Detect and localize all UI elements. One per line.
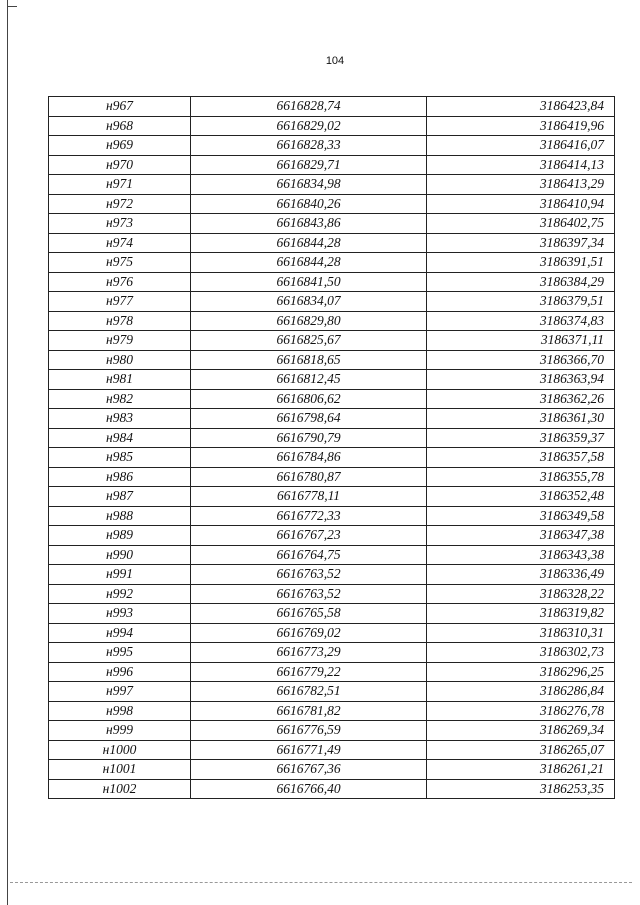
x-coordinate-cell: 6616806,62 — [191, 389, 427, 409]
table-row — [49, 175, 615, 195]
y-coordinate-cell: 3186349,58 — [427, 506, 615, 526]
table-row — [49, 389, 615, 409]
x-coordinate-cell: 6616825,67 — [191, 331, 427, 351]
x-coordinate-cell: 6616828,74 — [191, 97, 427, 117]
table-row — [49, 214, 615, 234]
y-coordinate-cell: 3186363,94 — [427, 370, 615, 390]
table-row — [49, 116, 615, 136]
scan-corner-mark — [7, 6, 17, 7]
table-row — [49, 409, 615, 429]
scan-left-edge — [7, 0, 8, 905]
page-number: 104 — [325, 55, 345, 67]
point-id-cell: н974 — [49, 233, 191, 253]
point-id-cell: н979 — [49, 331, 191, 351]
y-coordinate-cell: 3186391,51 — [427, 253, 615, 273]
point-id-cell: н994 — [49, 623, 191, 643]
y-coordinate-cell: 3186310,31 — [427, 623, 615, 643]
x-coordinate-cell: 6616763,52 — [191, 584, 427, 604]
point-id-cell: н989 — [49, 526, 191, 546]
table-row — [49, 623, 615, 643]
table-row — [49, 487, 615, 507]
table-row — [49, 760, 615, 780]
point-id-cell: н983 — [49, 409, 191, 429]
point-id-cell: н986 — [49, 467, 191, 487]
table-row — [49, 253, 615, 273]
y-coordinate-cell: 3186419,96 — [427, 116, 615, 136]
y-coordinate-cell: 3186384,29 — [427, 272, 615, 292]
table-row — [49, 467, 615, 487]
table-row — [49, 428, 615, 448]
x-coordinate-cell: 6616790,79 — [191, 428, 427, 448]
y-coordinate-cell: 3186355,78 — [427, 467, 615, 487]
table-row — [49, 448, 615, 468]
y-coordinate-cell: 3186336,49 — [427, 565, 615, 585]
scan-bottom-edge — [10, 882, 632, 883]
x-coordinate-cell: 6616798,64 — [191, 409, 427, 429]
table-row — [49, 526, 615, 546]
y-coordinate-cell: 3186302,73 — [427, 643, 615, 663]
x-coordinate-cell: 6616828,33 — [191, 136, 427, 156]
y-coordinate-cell: 3186410,94 — [427, 194, 615, 214]
y-coordinate-cell: 3186416,07 — [427, 136, 615, 156]
y-coordinate-cell: 3186361,30 — [427, 409, 615, 429]
table-row — [49, 194, 615, 214]
coordinates-table-body — [49, 97, 615, 799]
table-row — [49, 506, 615, 526]
point-id-cell: н972 — [49, 194, 191, 214]
y-coordinate-cell: 3186296,25 — [427, 662, 615, 682]
point-id-cell: н975 — [49, 253, 191, 273]
point-id-cell: н984 — [49, 428, 191, 448]
point-id-cell: н988 — [49, 506, 191, 526]
x-coordinate-cell: 6616776,59 — [191, 721, 427, 741]
y-coordinate-cell: 3186357,58 — [427, 448, 615, 468]
table-row — [49, 370, 615, 390]
x-coordinate-cell: 6616767,36 — [191, 760, 427, 780]
table-row — [49, 97, 615, 117]
table-row — [49, 292, 615, 312]
x-coordinate-cell: 6616829,80 — [191, 311, 427, 331]
y-coordinate-cell: 3186413,29 — [427, 175, 615, 195]
point-id-cell: н967 — [49, 97, 191, 117]
y-coordinate-cell: 3186343,38 — [427, 545, 615, 565]
y-coordinate-cell: 3186261,21 — [427, 760, 615, 780]
point-id-cell: н987 — [49, 487, 191, 507]
point-id-cell: н977 — [49, 292, 191, 312]
point-id-cell: н991 — [49, 565, 191, 585]
y-coordinate-cell: 3186374,83 — [427, 311, 615, 331]
x-coordinate-cell: 6616829,02 — [191, 116, 427, 136]
table-row — [49, 136, 615, 156]
table-row — [49, 682, 615, 702]
y-coordinate-cell: 3186352,48 — [427, 487, 615, 507]
x-coordinate-cell: 6616782,51 — [191, 682, 427, 702]
y-coordinate-cell: 3186286,84 — [427, 682, 615, 702]
x-coordinate-cell: 6616818,65 — [191, 350, 427, 370]
table-row — [49, 779, 615, 799]
y-coordinate-cell: 3186366,70 — [427, 350, 615, 370]
table-row — [49, 272, 615, 292]
point-id-cell: н976 — [49, 272, 191, 292]
coordinates-table — [48, 96, 615, 799]
y-coordinate-cell: 3186379,51 — [427, 292, 615, 312]
point-id-cell: н999 — [49, 721, 191, 741]
point-id-cell: н968 — [49, 116, 191, 136]
x-coordinate-cell: 6616844,28 — [191, 233, 427, 253]
point-id-cell: н998 — [49, 701, 191, 721]
point-id-cell: н971 — [49, 175, 191, 195]
point-id-cell: н978 — [49, 311, 191, 331]
x-coordinate-cell: 6616829,71 — [191, 155, 427, 175]
y-coordinate-cell: 3186359,37 — [427, 428, 615, 448]
y-coordinate-cell: 3186397,34 — [427, 233, 615, 253]
table-row — [49, 662, 615, 682]
y-coordinate-cell: 3186276,78 — [427, 701, 615, 721]
table-row — [49, 155, 615, 175]
x-coordinate-cell: 6616780,87 — [191, 467, 427, 487]
point-id-cell: н973 — [49, 214, 191, 234]
y-coordinate-cell: 3186347,38 — [427, 526, 615, 546]
y-coordinate-cell: 3186362,26 — [427, 389, 615, 409]
table-row — [49, 643, 615, 663]
point-id-cell: н993 — [49, 604, 191, 624]
x-coordinate-cell: 6616779,22 — [191, 662, 427, 682]
point-id-cell: н969 — [49, 136, 191, 156]
point-id-cell: н995 — [49, 643, 191, 663]
point-id-cell: н1001 — [49, 760, 191, 780]
x-coordinate-cell: 6616764,75 — [191, 545, 427, 565]
x-coordinate-cell: 6616767,23 — [191, 526, 427, 546]
point-id-cell: н1002 — [49, 779, 191, 799]
table-row — [49, 233, 615, 253]
x-coordinate-cell: 6616843,86 — [191, 214, 427, 234]
y-coordinate-cell: 3186253,35 — [427, 779, 615, 799]
x-coordinate-cell: 6616773,29 — [191, 643, 427, 663]
x-coordinate-cell: 6616763,52 — [191, 565, 427, 585]
table-row — [49, 604, 615, 624]
y-coordinate-cell: 3186423,84 — [427, 97, 615, 117]
table-row — [49, 740, 615, 760]
x-coordinate-cell: 6616781,82 — [191, 701, 427, 721]
y-coordinate-cell: 3186319,82 — [427, 604, 615, 624]
x-coordinate-cell: 6616844,28 — [191, 253, 427, 273]
y-coordinate-cell: 3186371,11 — [427, 331, 615, 351]
table-row — [49, 311, 615, 331]
x-coordinate-cell: 6616784,86 — [191, 448, 427, 468]
y-coordinate-cell: 3186265,07 — [427, 740, 615, 760]
table-row — [49, 721, 615, 741]
x-coordinate-cell: 6616834,07 — [191, 292, 427, 312]
y-coordinate-cell: 3186328,22 — [427, 584, 615, 604]
y-coordinate-cell: 3186402,75 — [427, 214, 615, 234]
x-coordinate-cell: 6616812,45 — [191, 370, 427, 390]
y-coordinate-cell: 3186414,13 — [427, 155, 615, 175]
table-row — [49, 545, 615, 565]
x-coordinate-cell: 6616766,40 — [191, 779, 427, 799]
table-row — [49, 584, 615, 604]
x-coordinate-cell: 6616769,02 — [191, 623, 427, 643]
point-id-cell: н996 — [49, 662, 191, 682]
point-id-cell: н985 — [49, 448, 191, 468]
x-coordinate-cell: 6616840,26 — [191, 194, 427, 214]
x-coordinate-cell: 6616765,58 — [191, 604, 427, 624]
point-id-cell: н982 — [49, 389, 191, 409]
table-row — [49, 565, 615, 585]
point-id-cell: н980 — [49, 350, 191, 370]
x-coordinate-cell: 6616771,49 — [191, 740, 427, 760]
point-id-cell: н970 — [49, 155, 191, 175]
table-row — [49, 350, 615, 370]
table-row — [49, 331, 615, 351]
table-row — [49, 701, 615, 721]
point-id-cell: н981 — [49, 370, 191, 390]
point-id-cell: н1000 — [49, 740, 191, 760]
x-coordinate-cell: 6616778,11 — [191, 487, 427, 507]
point-id-cell: н990 — [49, 545, 191, 565]
x-coordinate-cell: 6616834,98 — [191, 175, 427, 195]
point-id-cell: н992 — [49, 584, 191, 604]
x-coordinate-cell: 6616841,50 — [191, 272, 427, 292]
x-coordinate-cell: 6616772,33 — [191, 506, 427, 526]
point-id-cell: н997 — [49, 682, 191, 702]
y-coordinate-cell: 3186269,34 — [427, 721, 615, 741]
